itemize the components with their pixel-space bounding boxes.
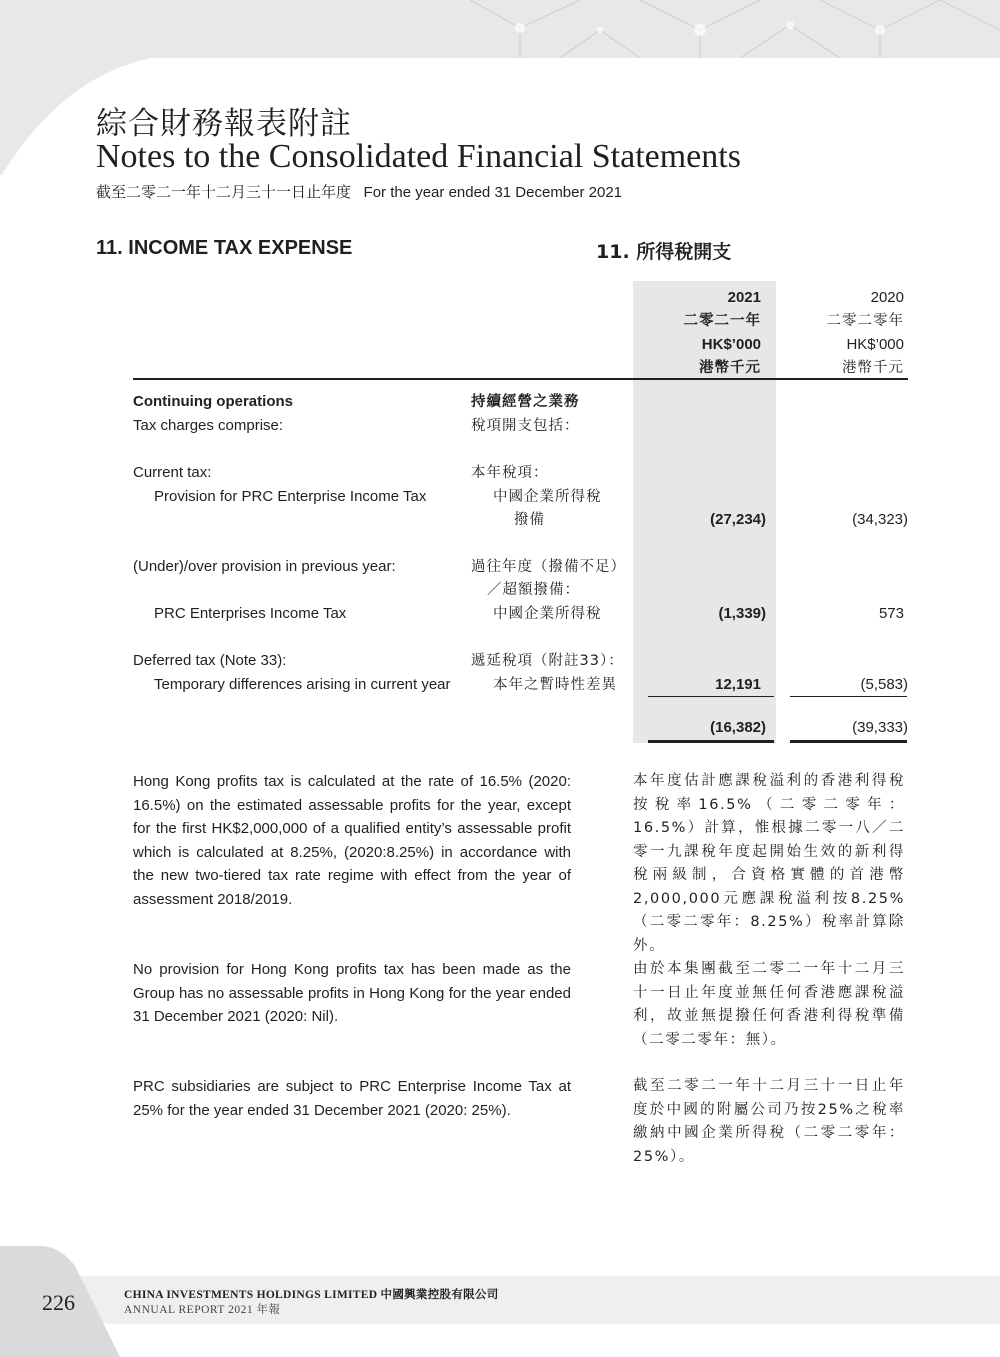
col-2021-unit: HK$’000	[701, 336, 761, 353]
prc-provision-label: Provision for PRC Enterprise Income Tax	[154, 488, 427, 505]
under-over-provision-label-cn-1: 過往年度（撥備不足）	[471, 559, 626, 575]
deferred-tax-label-cn: 遞延稅項（附註33）：	[471, 653, 624, 669]
col-2021-year: 2021	[727, 289, 761, 306]
total-2021: (16,382)	[710, 719, 766, 736]
page-title-en: Notes to the Consolidated Financial Statements	[96, 138, 741, 175]
paragraph-prc-eit-cn: 截至二零二一年十二月三十一日止年度於中國的附屬公司乃按25%之稅率繳納中國企業所得稅（二零二零年：25%）。	[633, 1078, 905, 1165]
page-subtitle	[96, 181, 622, 202]
col-2020-unit: HK$’000	[846, 336, 904, 353]
paragraph-no-provision-cn: 由於本集團截至二零二一年十二月三十一日止年度並無任何香港應課稅溢利，故並無提撥任何香港利得稅準備（二零二零年：無）。	[633, 961, 905, 1048]
footer-company-name: CHINA INVESTMENTS HOLDINGS LIMITED 中國興業控股有限公司	[124, 1289, 499, 1301]
temp-diff-label-cn: 本年之暫時性差異	[493, 677, 617, 693]
current-tax-label: Current tax:	[133, 464, 212, 481]
prc-provision-label-cn-2: 撥備	[514, 512, 545, 528]
temp-diff-2020: (5,583)	[860, 676, 908, 693]
temp-diff-label: Temporary differences arising in current year	[154, 676, 451, 693]
prc-provision-2021: (27,234)	[710, 511, 766, 528]
page-number: 226	[42, 1290, 75, 1315]
current-tax-label-cn: 本年稅項：	[471, 465, 549, 481]
table-header-rule	[133, 378, 908, 380]
prc-provision-label-cn-1: 中國企業所得稅	[493, 489, 602, 505]
prc-eit-label-cn: 中國企業所得稅	[493, 606, 602, 622]
continuing-operations-label-cn: 持續經營之業務	[471, 394, 580, 410]
col-2021-year-cn: 二零二一年	[683, 313, 761, 329]
subtotal-rule-2020	[790, 696, 907, 697]
temp-diff-2021: 12,191	[715, 676, 761, 693]
tax-charges-label-cn: 稅項開支包括：	[471, 418, 580, 434]
prc-eit-label: PRC Enterprises Income Tax	[154, 605, 347, 622]
continuing-operations-label: Continuing operations	[133, 393, 293, 410]
col-2020-year-cn: 二零二零年	[826, 313, 904, 329]
total-rule-2021	[648, 740, 774, 743]
tax-charges-label: Tax charges comprise:	[133, 417, 284, 434]
page-title-cn: 綜合財務報表附註	[96, 106, 352, 142]
subtitle-en: For the year ended 31 December 2021	[363, 184, 623, 201]
total-2020: (39,333)	[852, 719, 908, 736]
col-2021-unit-cn: 港幣千元	[699, 360, 761, 376]
prc-eit-2021: (1,339)	[718, 605, 766, 622]
paragraph-hk-profits-tax-en: Hong Kong profits tax is calculated at the rate of 16.5% (2020: 16.5%) on the estimated assessable profits for the year, except for the first HK$2,000,000 of a qualified entity’s assessable profit which is calculated at 8.25%, (2020:8.25%) in accordance with the new two-tiered tax rate regime with effect from the year of assessment 2018/2019.	[133, 773, 571, 908]
subtitle-cn: 截至二零二一年十二月三十一日止年度	[96, 184, 352, 201]
col-2020-unit-cn: 港幣千元	[842, 360, 904, 376]
deferred-tax-label: Deferred tax (Note 33):	[133, 652, 287, 669]
section-heading-cn: 11. 所得稅開支	[596, 241, 732, 263]
subtotal-rule-2021	[648, 696, 774, 697]
footer-report-name: ANNUAL REPORT 2021 年報	[124, 1304, 281, 1316]
paragraph-hk-profits-tax-cn: 本年度估計應課稅溢利的香港利得稅按稅率16.5%（二零二零年：16.5%）計算，惟根據二零一八／二零一九課稅年度起開始生效的新利得稅兩級制，合資格實體的首港幣2,000,000元應課稅溢利按8.25%（二零二零年：8.25%）稅率計算除外。	[633, 773, 905, 954]
under-over-provision-label: (Under)/over provision in previous year:	[133, 558, 396, 575]
paragraph-prc-eit-en: PRC subsidiaries are subject to PRC Enterprise Income Tax at 25% for the year ended 31 December 2021 (2020: 25%).	[133, 1078, 571, 1119]
section-heading-en: 11. INCOME TAX EXPENSE	[96, 237, 353, 259]
paragraph-no-provision-en: No provision for Hong Kong profits tax has been made as the Group has no assessable profits in Hong Kong for the year ended 31 December 2021 (2020: Nil).	[133, 961, 571, 1025]
prc-provision-2020: (34,323)	[852, 511, 908, 528]
total-rule-2020	[790, 740, 907, 743]
col-2020-year: 2020	[870, 289, 904, 306]
under-over-provision-label-cn-2: ／超額撥備：	[487, 582, 580, 598]
prc-eit-2020: 573	[878, 605, 904, 622]
